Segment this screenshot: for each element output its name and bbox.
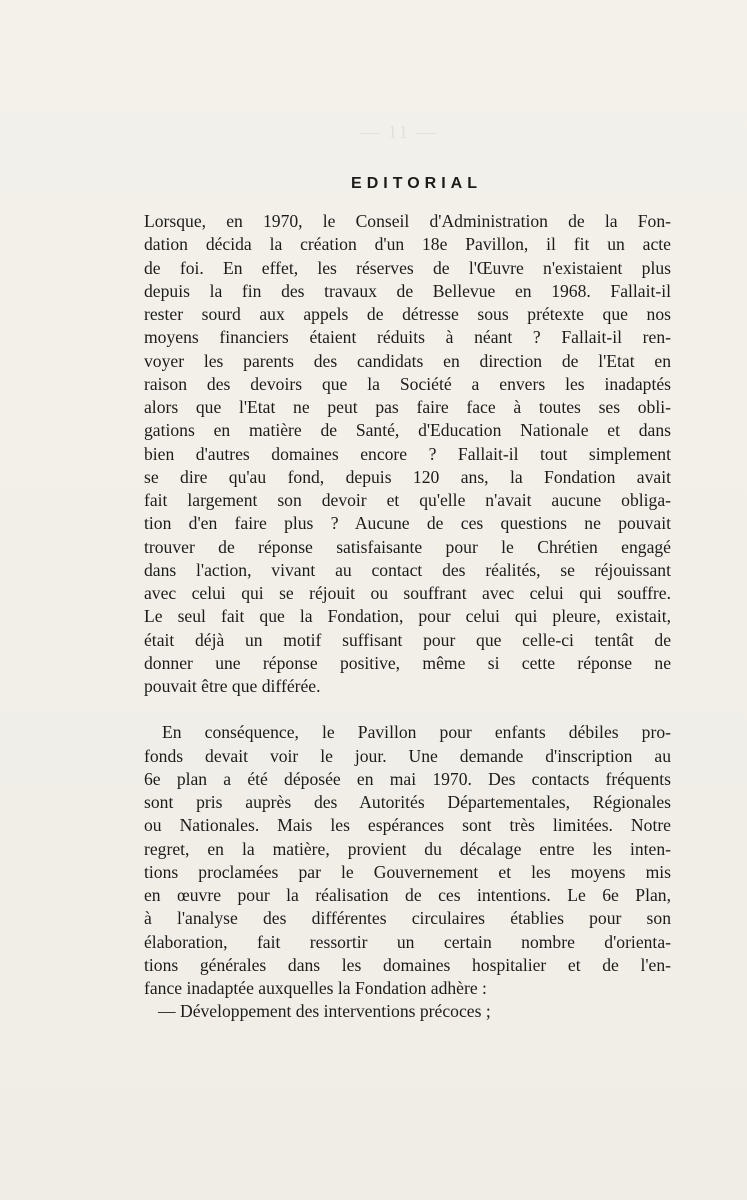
text-line: de foi. En effet, les réserves de l'Œuvre n'existaient plus [144, 257, 671, 278]
text-line: pouvait être que différée. [144, 676, 321, 696]
text-line: regret, en la matière, provient du décalage entre les inten- [144, 838, 671, 859]
document-body [144, 172, 671, 1024]
text-line: fonds devait voir le jour. Une demande d'inscription au [144, 745, 671, 766]
text-line: alors que l'Etat ne peut pas faire face à toutes ses obli- [144, 397, 671, 417]
text-line: avec celui qui se réjouit ou souffrant avec celui qui souffre. [144, 583, 671, 603]
text-line: ou Nationales. Mais les espérances sont très limitées. Notre [144, 815, 671, 836]
text-line: 6e plan a été déposée en mai 1970. Des contacts fréquents [144, 768, 671, 789]
text-line: fance inadaptée auxquelles la Fondation adhère : [144, 978, 487, 998]
text-line: dans l'action, vivant au contact des réalités, se réjouissant [144, 559, 671, 580]
text-line: Le seul fait que la Fondation, pour celui qui pleure, existait, [144, 606, 671, 627]
text-line: à l'analyse des différentes circulaires établies pour son [144, 908, 671, 929]
text-line: Lorsque, en 1970, le Conseil d'Administration de la Fon- [144, 211, 671, 231]
paragraph-2 [144, 721, 671, 1000]
text-line: rester sourd aux appels de détresse sous prétexte que nos [144, 304, 671, 324]
text-line: donner une réponse positive, même si cette réponse ne [144, 652, 671, 673]
text-line: tions générales dans les domaines hospitalier et de l'en- [144, 954, 671, 975]
text-line: en œuvre pour la réalisation de ces intentions. Le 6e Plan, [144, 885, 671, 905]
text-line: dation décida la création d'un 18e Pavillon, il fit un acte [144, 234, 671, 255]
text-line: bien d'autres domaines encore ? Fallait-il tout simplement [144, 443, 671, 464]
page-title: EDITORIAL [351, 175, 482, 192]
text-line: gations en matière de Santé, d'Education Nationale et dans [144, 420, 671, 441]
text-line: tion d'en faire plus ? Aucune de ces questions ne pouvait [144, 513, 671, 534]
paragraph-gap [144, 698, 671, 721]
text-line: voyer les parents des candidats en direction de l'Etat en [144, 350, 671, 371]
text-line: trouver de réponse satisfaisante pour le Chrétien engagé [144, 536, 671, 557]
text-line: se dire qu'au fond, depuis 120 ans, la Fondation avait [144, 466, 671, 487]
text-line: fait largement son devoir et qu'elle n'avait aucune obliga- [144, 490, 671, 510]
text-line: raison des devoirs que la Société a envers les inadaptés [144, 373, 671, 394]
text-line: était déjà un motif suffisant pour que celle-ci tentât de [144, 629, 671, 650]
text-line: élaboration, fait ressortir un certain nombre d'orienta- [144, 931, 671, 952]
text-line: En conséquence, le Pavillon pour enfants débiles pro- [162, 722, 671, 743]
text-line: depuis la fin des travaux de Bellevue en 1968. Fallait-il [144, 280, 671, 301]
text-line: sont pris auprès des Autorités Départementales, Régionales [144, 792, 671, 812]
text-line: tions proclamées par le Gouvernement et les moyens mis [144, 861, 671, 882]
paragraph-1 [144, 210, 671, 698]
text-line: moyens financiers étaient réduits à néant ? Fallait-il ren- [144, 327, 671, 348]
list-item: — Développement des interventions précoces ; [158, 1001, 491, 1022]
